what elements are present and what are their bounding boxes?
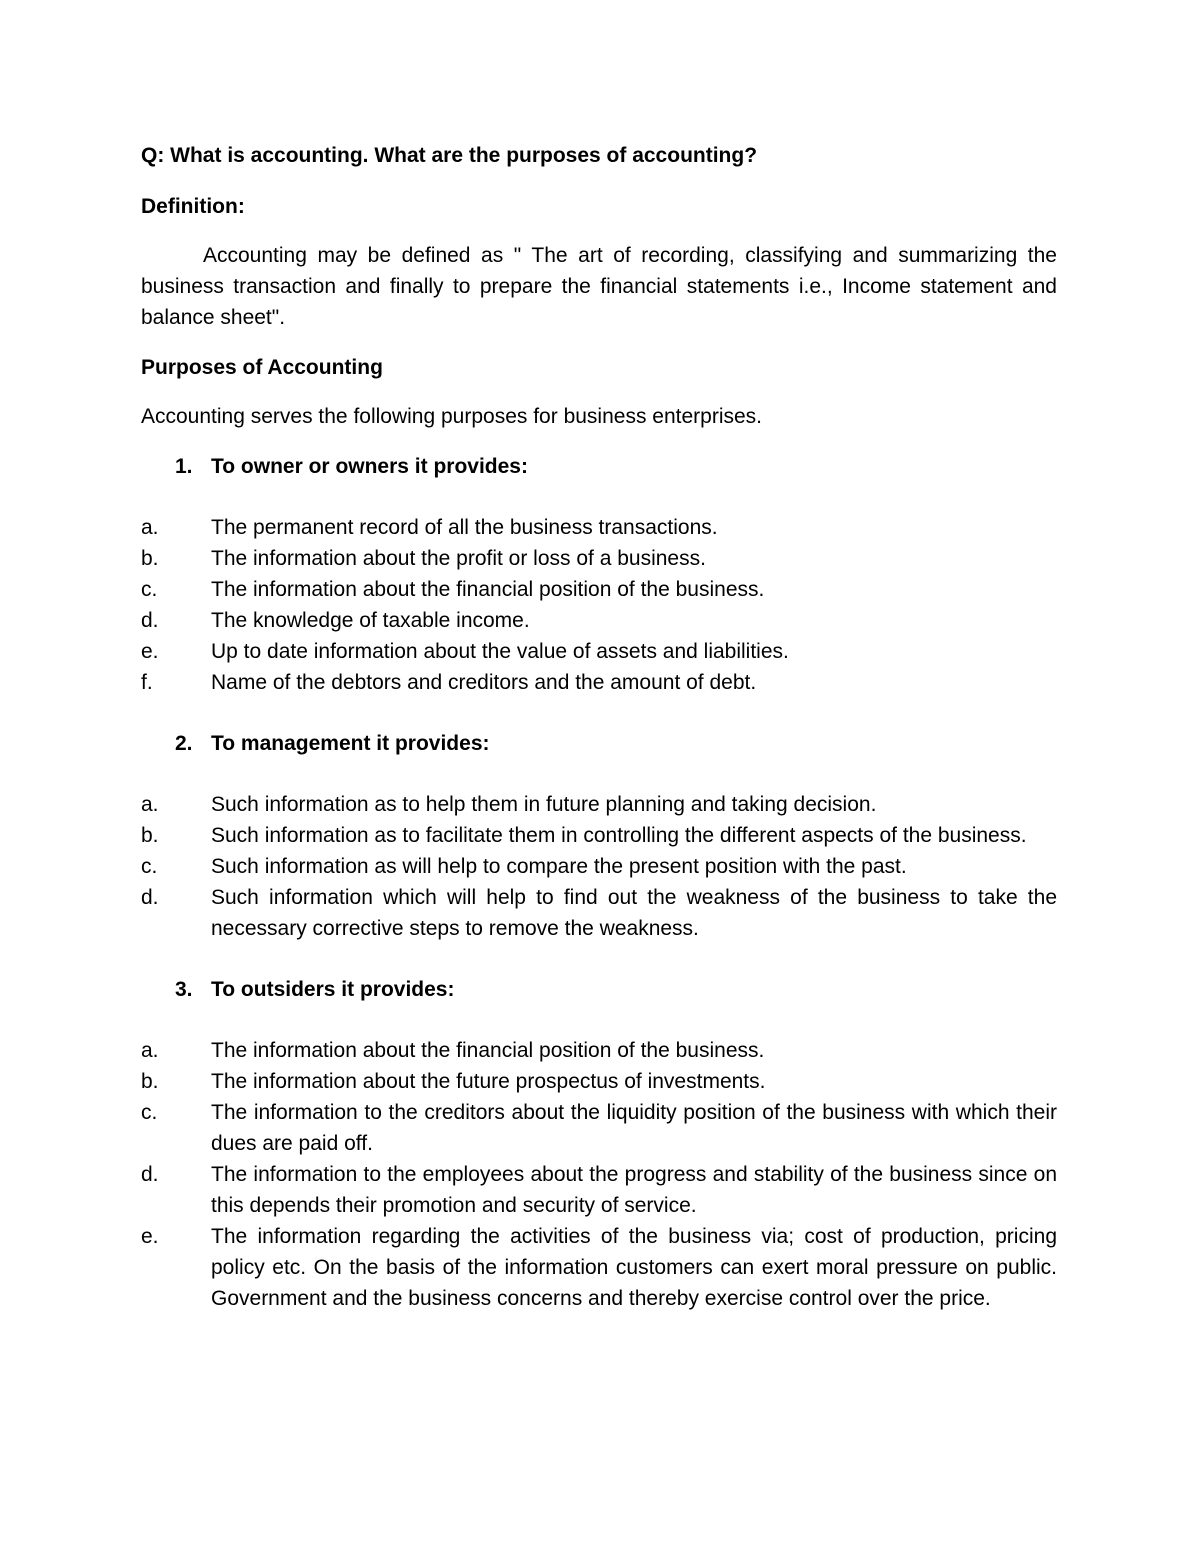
list-marker: e. <box>141 1225 159 1248</box>
section-title-text: To management it provides: <box>211 732 490 755</box>
list-item-text: Such information as will help to compare the present position with the past. <box>211 855 907 878</box>
list-item-text: Such information which will help to find out the weakness of the business to take the necessary corrective steps to remove the weakness. <box>211 886 1057 940</box>
purposes-intro: Accounting serves the following purposes for business enterprises. <box>141 405 762 428</box>
list-item <box>141 851 1057 882</box>
list-item-text: The knowledge of taxable income. <box>211 609 530 632</box>
section-owners-list <box>141 512 1057 698</box>
list-item-text: The information to the employees about the progress and stability of the business since on this depends their promotion and security of service. <box>211 1163 1057 1217</box>
list-marker: c. <box>141 1101 158 1124</box>
section-number: 3. <box>175 978 193 1001</box>
list-marker: a. <box>141 1039 159 1062</box>
list-marker: d. <box>141 609 159 632</box>
list-item <box>141 574 1057 605</box>
list-item-text: The information to the creditors about the liquidity position of the business with which their dues are paid off. <box>211 1101 1057 1155</box>
list-marker: d. <box>141 886 159 909</box>
list-item <box>141 512 1057 543</box>
list-marker: a. <box>141 516 159 539</box>
section-title-text: To owner or owners it provides: <box>211 455 528 478</box>
list-item <box>141 882 1057 944</box>
list-marker: f. <box>141 671 153 694</box>
list-marker: b. <box>141 547 159 570</box>
definition-paragraph: Accounting may be defined as " The art of recording, classifying and summarizing the business transaction and finally to prepare the financial statements i.e., Income statement and balance sheet". <box>141 244 1057 329</box>
list-item <box>141 1159 1057 1221</box>
list-item-text: Such information as to help them in future planning and taking decision. <box>211 793 877 816</box>
list-item-text: Up to date information about the value of assets and liabilities. <box>211 640 789 663</box>
list-item <box>141 1066 1057 1097</box>
list-marker: d. <box>141 1163 159 1186</box>
list-item-text: Such information as to facilitate them in controlling the different aspects of the business. <box>211 824 1027 847</box>
list-marker: e. <box>141 640 159 663</box>
list-item <box>141 605 1057 636</box>
list-item-text: Name of the debtors and creditors and the amount of debt. <box>211 671 757 694</box>
section-outsiders-title <box>141 974 1057 1005</box>
section-outsiders-list <box>141 1035 1057 1314</box>
list-item <box>141 636 1057 667</box>
list-item <box>141 667 1057 698</box>
list-item-text: The information regarding the activities of the business via; cost of production, pricing policy etc. On the basis of the information customers can exert moral pressure on public. Government and the business concerns and thereby exercise control over the price. <box>211 1225 1057 1310</box>
list-item-text: The information about the financial position of the business. <box>211 1039 765 1062</box>
list-item <box>141 820 1057 851</box>
document-page <box>141 140 1057 1344</box>
section-management-list <box>141 789 1057 944</box>
list-item <box>141 789 1057 820</box>
list-item <box>141 1097 1057 1159</box>
definition-heading: Definition: <box>141 195 245 218</box>
list-item-text: The permanent record of all the business transactions. <box>211 516 718 539</box>
list-item-text: The information about the future prospectus of investments. <box>211 1070 766 1093</box>
list-marker: c. <box>141 855 158 878</box>
list-item-text: The information about the financial position of the business. <box>211 578 765 601</box>
list-marker: b. <box>141 1070 159 1093</box>
section-title-text: To outsiders it provides: <box>211 978 455 1001</box>
question-title: Q: What is accounting. What are the purposes of accounting? <box>141 144 758 167</box>
section-management-title <box>141 728 1057 759</box>
list-item-text: The information about the profit or loss of a business. <box>211 547 706 570</box>
section-number: 2. <box>175 732 193 755</box>
list-marker: b. <box>141 824 159 847</box>
purposes-heading: Purposes of Accounting <box>141 356 383 379</box>
list-item <box>141 543 1057 574</box>
list-marker: a. <box>141 793 159 816</box>
list-item <box>141 1221 1057 1314</box>
section-owners-title <box>141 451 1057 482</box>
list-item <box>141 1035 1057 1066</box>
section-number: 1. <box>175 455 193 478</box>
list-marker: c. <box>141 578 158 601</box>
